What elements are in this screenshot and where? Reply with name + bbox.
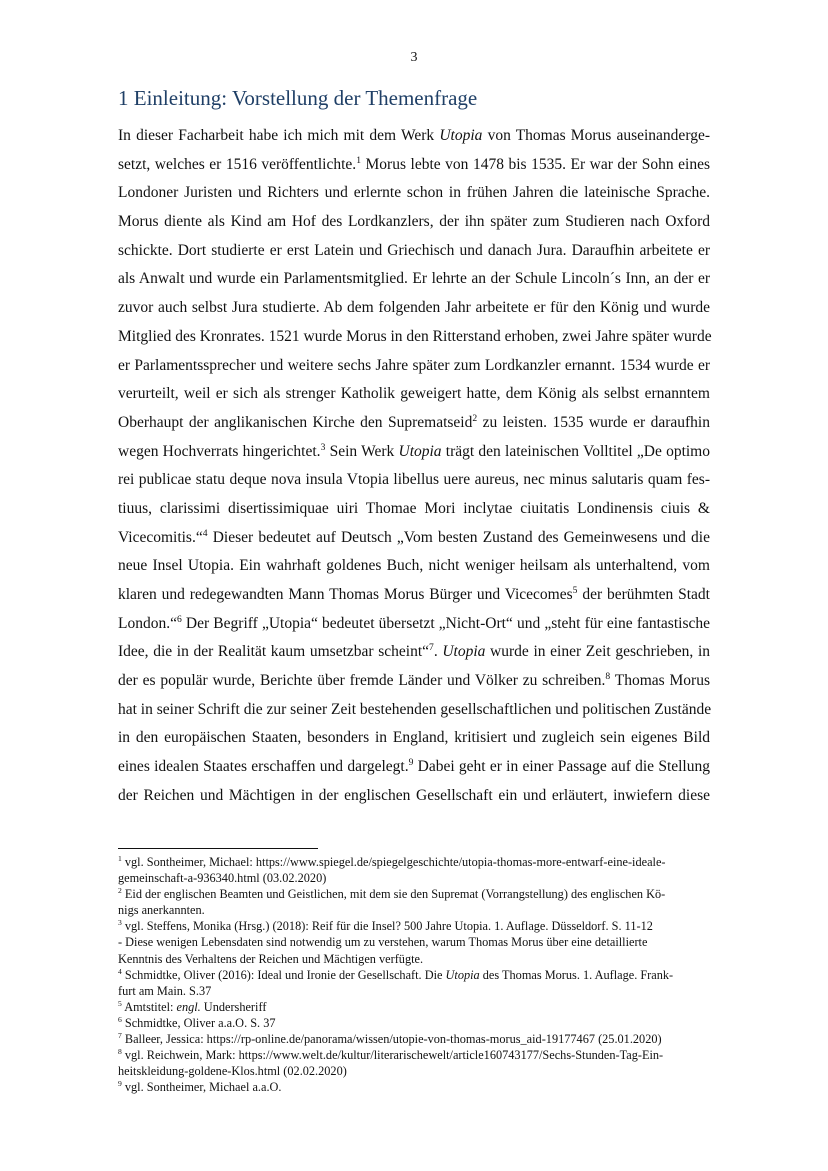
footnote-line bbox=[118, 1015, 718, 1031]
italic-text: Utopia bbox=[445, 967, 480, 982]
footnote-marker: 7 bbox=[118, 1030, 122, 1040]
italic-text: engl. bbox=[176, 999, 201, 1014]
body-line bbox=[118, 581, 710, 610]
text-run: nigs anerkannten. bbox=[118, 903, 205, 918]
body-line bbox=[118, 610, 710, 639]
text-run: tiuus, clarissimi disertissimiquae uiri Thomae Mori inclytae ciuitatis Londinensis ciuis & bbox=[118, 499, 710, 517]
footnote-marker: 2 bbox=[118, 886, 122, 896]
text-run: in den europäischen Staaten, besonders in England, kritisiert und zugleich sein eigenes Bild bbox=[118, 729, 710, 747]
footnote-line bbox=[118, 999, 718, 1015]
text-run: Der Begriff „Utopia“ bedeutet übersetzt „Nicht-Ort“ und „steht für eine fantastische bbox=[181, 614, 710, 632]
text-run: Balleer, Jessica: https://rp-online.de/panorama/wissen/utopie-von-thomas-morus_aid-19177467 (25.01.2020) bbox=[121, 1032, 662, 1047]
body-line bbox=[118, 208, 710, 237]
text-run: vgl. Sontheimer, Michael a.a.O. bbox=[121, 1080, 282, 1095]
text-run: Sein Werk bbox=[325, 442, 399, 460]
text-run: Kenntnis des Verhaltens der Reichen und Mächtigen verfügte. bbox=[118, 951, 424, 966]
footnote-line bbox=[118, 918, 718, 934]
text-run: des Thomas Morus. 1. Auflage. Frank- bbox=[479, 967, 674, 982]
text-run: Londoner Juristen und Richters und erlernte schon in frühen Jahren die lateinische Sprache. bbox=[118, 184, 710, 202]
text-run: Amtstitel: bbox=[121, 999, 177, 1014]
footnote-marker: 7 bbox=[429, 642, 434, 654]
footnote-line bbox=[118, 1031, 718, 1047]
footnote-marker: 5 bbox=[118, 998, 122, 1008]
footnote-marker: 3 bbox=[118, 918, 122, 928]
text-run: schickte. Dort studierte er erst Latein und Griechisch und danach Jura. Daraufhin arbeitete er bbox=[118, 241, 710, 259]
text-run: Schmidtke, Oliver a.a.O. S. 37 bbox=[121, 1015, 276, 1030]
footnote-line bbox=[118, 1079, 718, 1095]
text-run: Undersheriff bbox=[200, 999, 267, 1014]
body-line bbox=[118, 638, 710, 667]
text-run: setzt, welches er 1516 veröffentlichte. bbox=[118, 155, 357, 173]
footnote-marker: 3 bbox=[320, 441, 326, 453]
text-run: vgl. Sontheimer, Michael: https://www.spiegel.de/spiegelgeschichte/utopia-thomas-more-entwarf-eine-ideale- bbox=[121, 855, 666, 869]
text-run: Vicecomitis.“ bbox=[118, 528, 203, 546]
footnote-line bbox=[118, 967, 718, 983]
text-run: Morus diente als Kind am Hof des Lordkanzlers, der ihn später zum Studieren nach Oxford bbox=[118, 213, 710, 231]
text-run: als Anwalt und wurde ein Parlamentsmitglied. Er lehrte an der Schule Lincoln´s Inn, an der er bbox=[118, 270, 710, 288]
text-run: furt am Main. S.37 bbox=[118, 983, 212, 998]
body-line bbox=[118, 552, 710, 581]
body-line bbox=[118, 438, 710, 467]
body-line bbox=[118, 782, 710, 811]
text-run: Eid der englischen Beamten und Geistlichen, mit dem sie den Supremat (Vorrangstellung) des englischen Kö- bbox=[121, 887, 666, 902]
text-run: London.“ bbox=[118, 614, 177, 632]
text-run: eines idealen Staates erschaffen und dargelegt. bbox=[118, 758, 409, 776]
footnote-marker: 2 bbox=[472, 412, 478, 424]
body-line bbox=[118, 495, 710, 524]
body-line bbox=[118, 352, 710, 381]
text-run: rei publicae statu deque nova insula Vtopia libellus uere aureus, nec minus salutaris quam fes- bbox=[118, 471, 710, 489]
body-line bbox=[118, 151, 710, 180]
body-line bbox=[118, 409, 710, 438]
text-run: In dieser Facharbeit habe ich mich mit dem Werk bbox=[118, 127, 440, 144]
footnote-marker: 4 bbox=[118, 966, 122, 976]
body-line bbox=[118, 524, 710, 553]
text-run: trägt den lateinischen Volltitel „De optimo bbox=[441, 442, 710, 460]
footnote-line bbox=[118, 983, 718, 999]
footnote-marker: 4 bbox=[202, 527, 208, 539]
body-line bbox=[118, 122, 710, 151]
text-run: Dabei geht er in einer Passage auf die Stellung bbox=[413, 758, 710, 776]
italic-text: Utopia bbox=[442, 643, 486, 661]
footnote-line bbox=[118, 951, 718, 967]
text-run: zuvor auch selbst Jura studierte. Ab dem folgenden Jahr arbeitete er für den König und wurde bbox=[118, 299, 710, 317]
text-run: . bbox=[433, 643, 443, 661]
text-run: - Diese wenigen Lebensdaten sind notwendig um zu verstehen, warum Thomas Morus über eine detaillierte bbox=[118, 935, 648, 950]
footnote-marker: 6 bbox=[176, 613, 182, 625]
text-run: der berühmten Stadt bbox=[577, 586, 710, 603]
text-run: der Reichen und Mächtigen in der englischen Gesellschaft ein und erläutert, inwiefern diese bbox=[118, 786, 710, 804]
footnote-marker: 6 bbox=[118, 1014, 122, 1024]
text-run: vgl. Steffens, Monika (Hrsg.) (2018): Reif für die Insel? 500 Jahre Utopia. 1. Auflage. Düsseldorf. S. 11-12 bbox=[121, 919, 653, 934]
text-run: zu leisten. 1535 wurde er daraufhin bbox=[477, 413, 710, 431]
text-run: Mitglied des Kronrates. 1521 wurde Morus in den Ritterstand erhoben, zwei Jahre später wurde bbox=[118, 327, 712, 345]
footnotes bbox=[118, 854, 718, 1095]
text-run: hat in seiner Schrift die zur seiner Zeit bestehenden gesellschaftlichen und politischen Zustände bbox=[118, 700, 712, 718]
text-run: Idee, die in der Realität kaum umsetzbar scheint“ bbox=[118, 643, 430, 661]
text-run: er Parlamentssprecher und weitere sechs Jahre später zum Lordkanzler ernannt. 1534 wurde er bbox=[118, 356, 710, 374]
body-paragraph bbox=[118, 122, 710, 811]
text-run: neue Insel Utopia. Ein wahrhaft goldenes Buch, nicht weniger heilsam als unterhaltend, vom bbox=[118, 557, 710, 575]
footnote-line bbox=[118, 1047, 718, 1063]
text-run: gemeinschaft-a-936340.html (03.02.2020) bbox=[118, 871, 327, 886]
italic-text: Utopia bbox=[439, 127, 483, 144]
footnote-marker: 1 bbox=[118, 853, 122, 863]
body-line bbox=[118, 380, 710, 409]
body-line bbox=[118, 667, 710, 696]
footnote-marker: 5 bbox=[572, 584, 578, 596]
text-run: Thomas Morus bbox=[610, 672, 710, 690]
body-line bbox=[118, 323, 710, 352]
body-line bbox=[118, 265, 710, 294]
text-run: von Thomas Morus auseinanderge- bbox=[482, 127, 710, 144]
body-line bbox=[118, 724, 710, 753]
text-run: Schmidtke, Oliver (2016): Ideal und Ironie der Gesellschaft. Die bbox=[121, 967, 446, 982]
footnote-marker: 1 bbox=[356, 154, 361, 166]
text-run: Dieser bedeutet auf Deutsch „Vom besten Zustand des Gemeinwesens und die bbox=[207, 528, 710, 546]
text-run: wegen Hochverrats hingerichtet. bbox=[118, 442, 321, 460]
text-run: vgl. Reichwein, Mark: https://www.welt.de/kultur/literarischewelt/article160743177/Sechs-Stunden-Tag-Ein- bbox=[121, 1048, 664, 1063]
text-run: heitskleidung-goldene-Klos.html (02.02.2020) bbox=[118, 1064, 347, 1079]
text-run: der es populär wurde, Berichte über fremde Länder und Völker zu schreiben. bbox=[118, 672, 606, 690]
text-run: wurde in einer Zeit geschrieben, in bbox=[485, 643, 710, 661]
chapter-heading: 1 Einleitung: Vorstellung der Themenfrage bbox=[118, 86, 478, 110]
footnote-separator bbox=[118, 848, 318, 849]
footnote-line bbox=[118, 934, 718, 950]
text-run: verurteilt, weil er sich als strenger Katholik geweigert hatte, dem König als selbst ernanntem bbox=[118, 385, 710, 403]
footnote-line bbox=[118, 854, 718, 870]
footnote-marker: 8 bbox=[118, 1047, 122, 1057]
footnote-line bbox=[118, 870, 718, 886]
page-number: 3 bbox=[410, 50, 418, 65]
body-line bbox=[118, 294, 710, 323]
body-line bbox=[118, 237, 710, 266]
footnote-marker: 8 bbox=[605, 670, 611, 682]
footnote-line bbox=[118, 1063, 718, 1079]
footnote-marker: 9 bbox=[118, 1079, 122, 1089]
footnote-line bbox=[118, 902, 718, 918]
text-run: Oberhaupt der anglikanischen Kirche den Suprematseid bbox=[118, 413, 473, 431]
footnote-marker: 9 bbox=[408, 756, 414, 768]
footnote-line bbox=[118, 886, 718, 902]
body-line bbox=[118, 466, 710, 495]
text-run: klaren und redegewandten Mann Thomas Morus Bürger und Vicecomes bbox=[118, 586, 573, 603]
body-line bbox=[118, 753, 710, 782]
text-run: Morus lebte von 1478 bis 1535. Er war der Sohn eines bbox=[360, 155, 710, 173]
body-line bbox=[118, 179, 710, 208]
body-line bbox=[118, 696, 710, 725]
italic-text: Utopia bbox=[398, 442, 442, 460]
